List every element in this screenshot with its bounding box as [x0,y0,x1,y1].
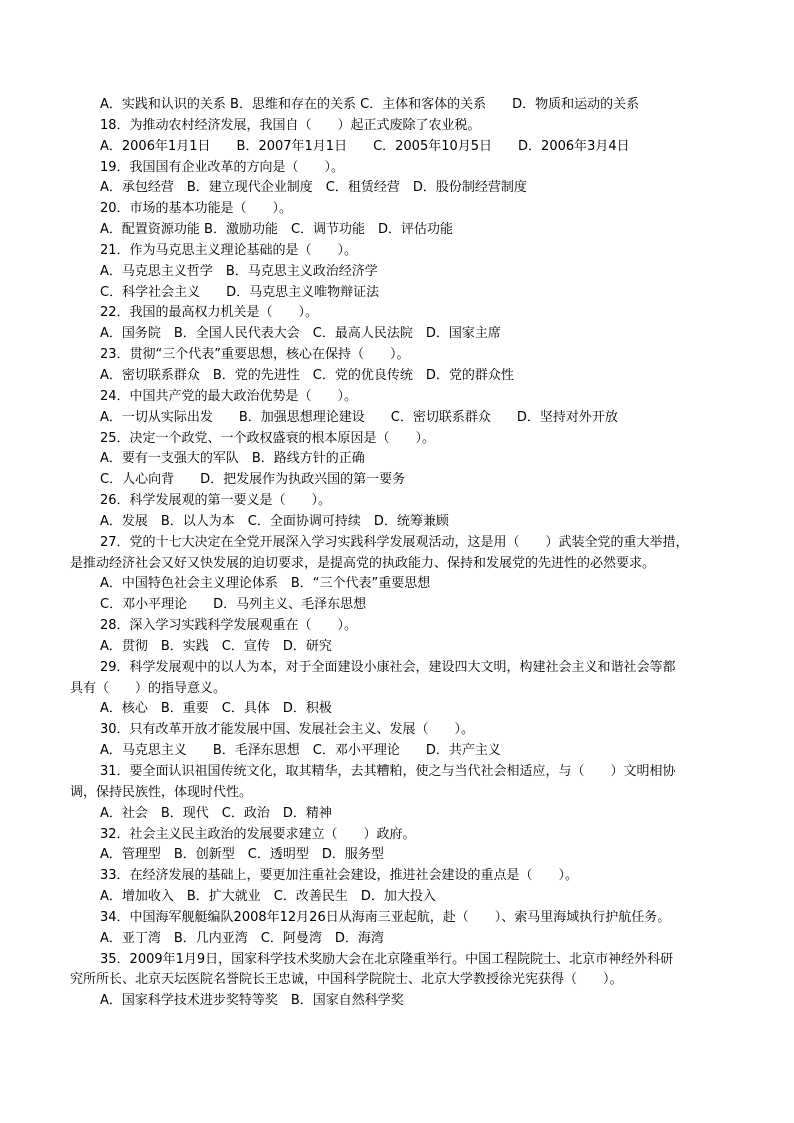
options-line: A．一切从实际出发 B．加强思想理论建设 C．密切联系群众 D．坚持对外开放 [100,409,618,425]
options-line: C．科学社会主义 D．马克思主义唯物辩证法 [100,284,380,300]
options-line: A．中国特色社会主义理论体系 B．“三个代表”重要思想 [100,576,431,592]
question-line: 18．为推动农村经济发展，我国自（ ）起正式废除了农业税。 [100,117,481,133]
options-line: A．国家科学技术进步奖特等奖 B．国家自然科学奖 [100,993,404,1009]
question-line: 26．科学发展观的第一要义是（ ）。 [100,493,332,509]
options-line: A．2006年1月1日 B．2007年1月1日 C．2005年10月5日 D．2006年3月4日 [100,138,630,154]
question-line: 35．2009年1月9日，国家科学技术奖励大会在北京隆重举行。中国工程院院士、北京市神经外科研 [100,951,674,967]
question-continuation-line: 具有（ ）的指导意义。 [70,680,227,696]
question-line: 19．我国国有企业改革的方向是（ ）。 [100,159,345,175]
options-line: A．要有一支强大的军队 B．路线方针的正确 [100,451,365,467]
question-line: 28．深入学习实践科学发展观重在（ ）。 [100,618,358,634]
question-line: 32．社会主义民主政治的发展要求建立（ ）政府。 [100,826,416,842]
options-line: A．实践和认识的关系 B．思维和存在的关系 C．主体和客体的关系 D．物质和运动的关系 [100,97,640,112]
question-continuation-line: 究所所长、北京天坛医院名誉院长王忠诚，中国科学院院士、北京大学教授徐光宪获得（ ）。 [70,972,623,988]
options-line: A．国务院 B．全国人民代表大会 C．最高人民法院 D．国家主席 [100,326,501,342]
question-line: 25．决定一个政党、一个政权盛衰的根本原因是（ ）。 [100,430,436,446]
options-line: C．邓小平理论 D．马列主义、毛泽东思想 [100,597,367,613]
options-line: A．贯彻 B．实践 C．宣传 D．研究 [100,638,332,654]
options-line: A．马克思主义 B．毛泽东思想 C．邓小平理论 D．共产主义 [100,743,501,759]
options-line: A．马克思主义哲学 B．马克思主义政治经济学 [100,263,378,279]
question-continuation-line: 调，保持民族性，体现时代性。 [70,784,253,800]
question-continuation-line: 是推动经济社会又好又快发展的迫切要求，是提高党的执政能力、保持和发展党的先进性的必然要求。 [70,555,656,571]
options-line: A．亚丁湾 B．几内亚湾 C．阿曼湾 D．海湾 [100,930,384,946]
options-line: A．承包经营 B．建立现代企业制度 C．租赁经营 D．股份制经营制度 [100,180,527,196]
options-line: C．人心向背 D．把发展作为执政兴国的第一要务 [100,472,406,488]
question-line: 24．中国共产党的最大政治优势是（ ）。 [100,388,358,404]
question-line: 33．在经济发展的基础上，要更加注重社会建设，推进社会建设的重点是（ ）。 [100,868,579,884]
question-line: 31．要全面认识祖国传统文化，取其精华，去其糟粕，使之与当代社会相适应，与（ ）文明相协 [100,764,676,779]
question-line: 22．我国的最高权力机关是（ ）。 [100,305,319,321]
question-line: 21．作为马克思主义理论基础的是（ ）。 [100,242,358,258]
options-line: A．发展 B．以人为本 C．全面协调可持续 D．统筹兼顾 [100,513,449,529]
options-line: A．配置资源功能 B．激励功能 C．调节功能 D．评估功能 [100,222,454,238]
options-line: A．社会 B．现代 C．政治 D．精神 [100,805,332,821]
question-line: 34．中国海军舰艇编队2008年12月26日从海南三亚起航，赴（ ）、索马里海域执行护航任务。 [100,909,671,925]
question-line: 29．科学发展观中的以人为本，对于全面建设小康社会，建设四大文明，构建社会主义和谐社会等都 [100,659,676,675]
question-line: 30．只有改革开放才能发展中国、发展社会主义、发展（ ）。 [100,722,475,738]
options-line: A．核心 B．重要 C．具体 D．积极 [100,701,332,717]
question-list [70,95,724,1012]
question-line: 20．市场的基本功能是（ ）。 [100,201,293,217]
question-line: 23．贯彻“三个代表”重要思想，核心在保持（ ）。 [100,347,410,363]
options-line: A．密切联系群众 B．党的先进性 C．党的优良传统 D．党的群众性 [100,367,514,383]
options-line: A．管理型 B．创新型 C．透明型 D．服务型 [100,847,384,863]
options-line: A．增加收入 B．扩大就业 C．改善民生 D．加大投入 [100,889,436,905]
question-line: 27．党的十七大决定在全党开展深入学习实践科学发展观活动，这是用（ ）武装全党的重大举措， [100,534,689,550]
